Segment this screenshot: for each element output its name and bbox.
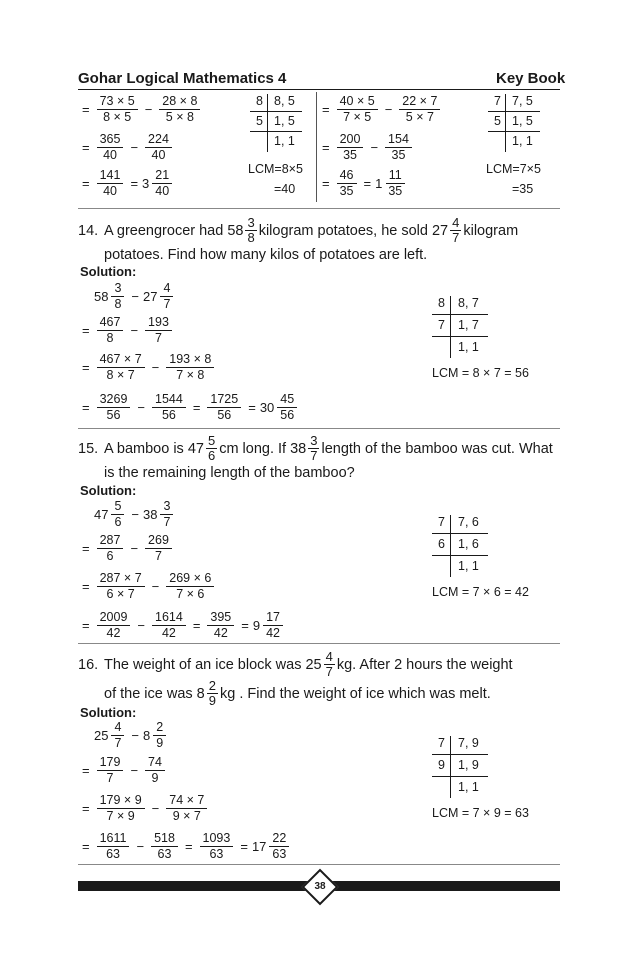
top-left-line1: = $\frac{73 \times 5}{8 \times 5}$ − $\frac{28 \times 8}{5 \times 8}$ — [78, 94, 203, 125]
section-rule — [78, 643, 560, 644]
book-title: Gohar Logical Mathematics 4 — [78, 70, 287, 87]
top-left-line2: = $\frac{365}{40}$ − $\frac{224}{40}$ — [78, 132, 175, 163]
step-1: 58 $\frac{3}{8}$ − 27 $\frac{4}{7}$ — [94, 281, 176, 312]
page-number: 38 — [314, 881, 326, 892]
lcm-ladder: 7 7, 9 9 1, 9 1, 1 LCM = 7 × 9 = 63 — [432, 736, 529, 820]
step-2: = $\frac{287}{6}$ − $\frac{269}{7}$ — [78, 533, 175, 564]
top-left-line3: = $\frac{141}{40}$ = 3 $\frac{21}{40}$ — [78, 168, 175, 199]
step-3: = $\frac{179 \times 9}{7 \times 9}$ − $\frac{74 \times 7}{9 \times 7}$ — [78, 793, 210, 824]
step-4: = $\frac{3269}{56}$ − $\frac{1544}{56}$ = $\frac{1725}{56}$ = 30 $\frac{45}{56}$ — [78, 392, 300, 423]
section-rule — [78, 208, 560, 209]
fraction: $\frac{73 \times 5}{8 \times 5}$ — [97, 94, 138, 125]
step-1: 25 $\frac{4}{7}$ − 8 $\frac{2}{9}$ — [94, 720, 169, 751]
top-right-line1: = $\frac{40 \times 5}{7 \times 5}$ − $\frac{22 \times 7}{5 \times 7}$ — [318, 94, 443, 125]
lcm-ladder: 8 8, 5 5 1, 5 1, 1 LCM=8×5 =40 — [248, 94, 303, 196]
question-16: 16. The weight of an ice block was 25 4 7 kg. After 2 hours the weight of the ice was 8 2 9 kg . Find the weight of ice which was melt. — [78, 649, 513, 708]
header-rule — [78, 89, 560, 90]
step-4: = $\frac{1611}{63}$ − $\frac{518}{63}$ = $\frac{1093}{63}$ = 17 $\frac{22}{63}$ — [78, 831, 292, 862]
solution-label: Solution: — [80, 705, 137, 720]
step-4: = $\frac{2009}{42}$ − $\frac{1614}{42}$ = $\frac{395}{42}$ = 9 $\frac{17}{42}$ — [78, 610, 286, 641]
step-2: = $\frac{467}{8}$ − $\frac{193}{7}$ — [78, 315, 175, 346]
lcm-ladder: 7 7, 5 5 1, 5 1, 1 LCM=7×5 =35 — [486, 94, 541, 196]
section-rule — [78, 428, 560, 429]
page-number-badge — [302, 869, 339, 906]
solution-label: Solution: — [80, 264, 137, 279]
lcm-ladder: 8 8, 7 7 1, 7 1, 1 LCM = 8 × 7 = 56 — [432, 296, 529, 380]
step-1: 47 $\frac{5}{6}$ − 38 $\frac{3}{7}$ — [94, 499, 176, 530]
fraction: $\frac{28 \times 8}{5 \times 8}$ — [159, 94, 200, 125]
column-divider — [316, 92, 317, 202]
step-2: = $\frac{179}{7}$ − $\frac{74}{9}$ — [78, 755, 168, 786]
top-right-line3: = $\frac{46}{35}$ = 1 $\frac{11}{35}$ — [318, 168, 408, 199]
key-book-label: Key Book — [496, 70, 566, 87]
top-right-line2: = $\frac{200}{35}$ − $\frac{154}{35}$ — [318, 132, 415, 163]
step-3: = $\frac{467 \times 7}{8 \times 7}$ − $\frac{193 \times 8}{7 \times 8}$ — [78, 352, 217, 383]
step-3: = $\frac{287 \times 7}{6 \times 7}$ − $\frac{269 \times 6}{7 \times 6}$ — [78, 571, 217, 602]
question-15: 15. A bamboo is 47 5 6 cm long. If 38 3 7 length of the bamboo was cut. What is the remaining length of the bamboo? — [78, 433, 553, 481]
section-rule — [78, 864, 560, 865]
lcm-ladder: 7 7, 6 6 1, 6 1, 1 LCM = 7 × 6 = 42 — [432, 515, 529, 599]
solution-label: Solution: — [80, 483, 137, 498]
question-14: 14. A greengrocer had 58 3 8 kilogram potatoes, he sold 27 4 7 kilogram potatoes. Find how many kilos of potatoes are left. — [78, 215, 519, 263]
